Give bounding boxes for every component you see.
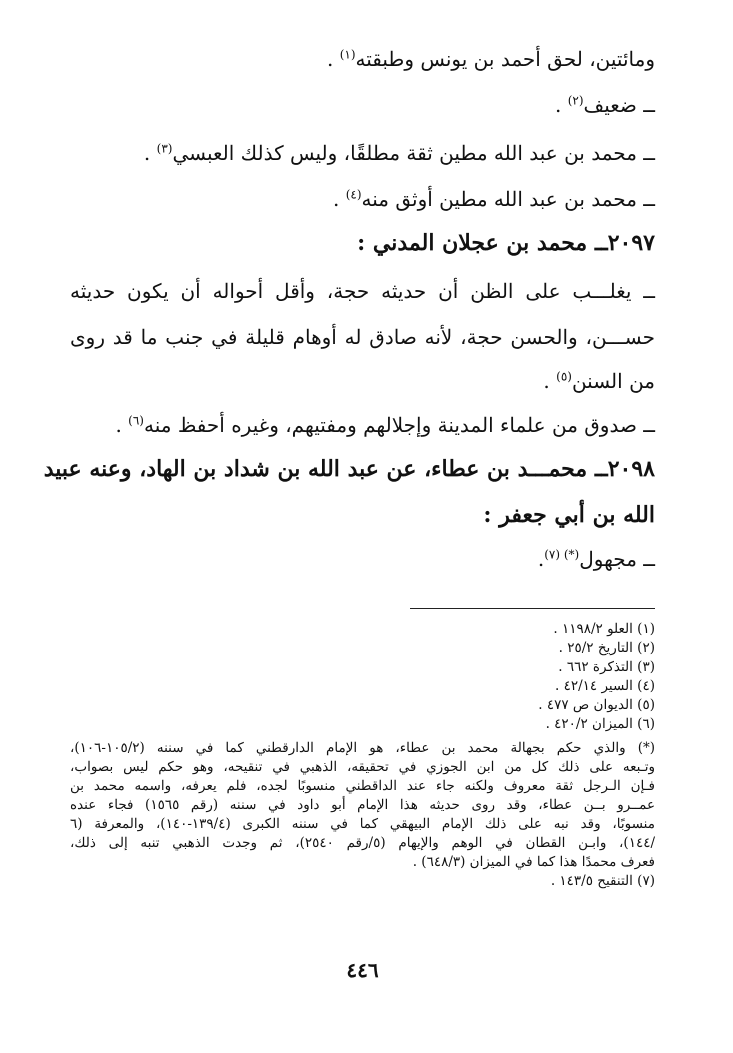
footnote-ref[interactable]: (*) (٧) [544,547,580,562]
footnote-note-line: /١٤٤)، وابـن القطان في الوهم والإيهام (٥/رقم ٢٥٤٠)، ثم وجدت الذهبي تنبه إلى ذلك، [70,835,656,851]
text-line: ــ محمد بن عبد الله مطين ثقة مطلقًا، وليس كذلك العبسي$^{(٣)}$ . [143,141,655,165]
footnote: (١) العلو ١١٩٨/٢ . [553,621,655,637]
text-line: ــ يغلـــب على الظن أن حديثه حجة، وأقل أحواله أن يكون حديثه [70,279,655,303]
footnote-ref[interactable]: (٢) [567,93,584,108]
footnote-ref[interactable]: (٤) [345,187,362,202]
text-line: ــ صدوق من علماء المدينة وإجلالهم ومفتيهم، وغيره أحفظ منه$^{(٦)}$ . [115,413,655,437]
text-line: من السنن$^{(٥)}$ . [543,369,655,393]
footnote-ref[interactable]: (١) [339,47,356,62]
footnote: (٦) الميزان ٤٢٠/٢ . [545,716,655,732]
footnote-note-line: فـإن الـرجل ثقة معروف ولكنه جاء عند الداقطني منسوبًا لجده، فلم يعرفه، واسمه محمد بن [70,778,655,794]
footnote-note-line: عمــرو بــن عطاء، وقد روى حديثه هذا الإمام أبو داود في سننه (رقم ١٥٦٥) فجاء عنده [70,797,655,813]
entry-heading-2098: ٢٠٩٨ــ محمـــد بن عطاء، عن عبد الله بن شداد بن الهاد، وعنه عبيد [43,456,655,482]
footnote: (٣) التذكرة ٦٦٢ . [558,659,655,675]
text-line: ــ محمد بن عبد الله مطين أوثق منه$^{(٤)}$ . [332,187,655,211]
text-line: ــ مجهول$^{(*) (٧)}$. [537,547,655,571]
text-line: ومائتين، لحق أحمد بن يونس وطبقته$^{(١)}$ . [326,47,655,71]
entry-heading-2097: ٢٠٩٧ــ محمد بن عجلان المدني : [357,230,655,256]
footnote: (٤) السير ٤٢/١٤ . [555,678,655,694]
footnote-note-line: فعرف محمدًا هذا كما في الميزان (٦٤٨/٣) . [412,854,655,870]
footnote-ref[interactable]: (٦) [128,413,144,428]
footnote: (٧) التنقيح ١٤٣/٥ . [550,873,655,889]
footnote-ref[interactable]: (٥) [556,369,572,384]
entry-heading-2098-cont: الله بن أبي جعفر : [483,502,655,528]
footnote: (٥) الديوان ص ٤٧٧ . [538,697,655,713]
footnote-divider [410,608,655,609]
footnote-note-line: منسوبًا، وقد نبه على ذلك الإمام البيهقي كما في سننه الكبرى (١٣٩/٤-١٤٠)، والمعرفة (٦ [70,816,655,832]
page [43,36,656,1036]
footnote: (٢) التاريخ ٢٥/٢ . [558,640,655,656]
footnote-note-line: (*) والذي حكم بجهالة محمد بن عطاء، هو الإمام الدارقطني كما في سننه (١٠٥/٢-١٠٦)، [70,740,655,756]
footnote-ref[interactable]: (٣) [156,141,173,156]
text-line: حســـن، والحسن حجة، لأنه صادق له أوهام قليلة في جنب ما قد روى [70,325,655,349]
text-line: ــ ضعيف$^{(٢)}$ . [555,93,655,117]
page-number: ٤٤٦ [346,958,379,982]
footnote-note-line: وتـبعه على ذلك كل من ابن الجوزي في تحقيقه، الذهبي في تنقيحه، وهو حكم ليس بصواب، [70,759,655,775]
